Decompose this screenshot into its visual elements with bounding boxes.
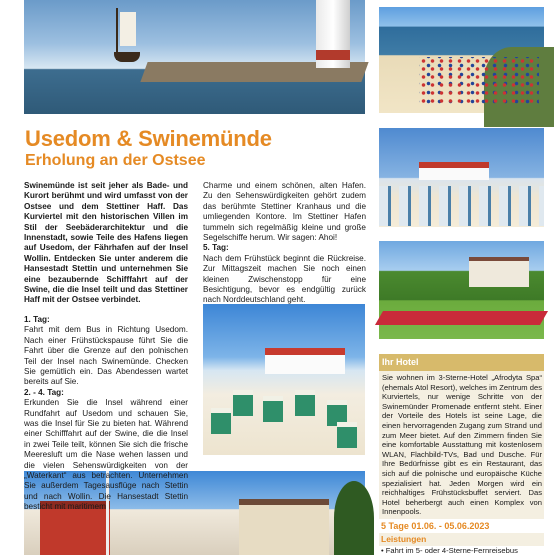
trip-dates: 5 Tage 01.06. - 05.06.2023 xyxy=(381,521,490,531)
lighthouse-pier-photo xyxy=(24,0,365,114)
day-5-text: Nach dem Frühstück beginnt die Rückreise. Zur Mittagszeit machen Sie noch einen kleinen Zwischenstopp für eine Besichtigung, bevor es endgültig zurück nach Norddeutschland geht. xyxy=(203,253,366,305)
day-1-text: Fahrt mit dem Bus in Richtung Usedom. Nach einer Frühstückspause führt Sie die Fahrt über die Grenze auf den polnischen Teil der Insel nach Swinemünde. Checken Sie gemütlich ein. Das Abendessen wartet bereits auf Sie. xyxy=(24,325,188,387)
beach-aerial-photo xyxy=(379,7,544,113)
hotel-description: Sie wohnen im 3-Sterne-Hotel „Afrodyta Spa“ (ehemals Atol Resort), welches im Zentrum des Kurviertels, nur wenige Schritte von der Swinemünder Promenade entfernt steht. Einer der Vorteile des Hotels ist seine Lage, die einen hervorragenden Zugang zum Strand und zum Meer bietet. Auf den Zimmern finden Sie eine komfortable Ausstattung mit kostenlosem WLAN, Flachbild-TVs, Bad und Dusche. Für Ihre Bedürfnisse gibt es ein Restaurant, das sich auf die polnische und europäische Küche spezialisiert hat. Jeden Morgen wird ein reichhaltiges Frühstücksbuffet serviert. Das Hotel beherbergt auch einen Komplex von Innenpools. xyxy=(382,373,542,517)
beach-pier-photo xyxy=(379,128,544,227)
flower-bed-graphic xyxy=(375,311,548,325)
beach-chairs-graphic xyxy=(379,186,544,226)
day-2-label: 2. - 4. Tag: xyxy=(24,387,64,397)
beach-chairs-pier-photo xyxy=(203,304,365,455)
lighthouse-band-graphic xyxy=(316,50,350,60)
beach-chair-graphic xyxy=(295,390,315,416)
pier-house-graphic xyxy=(419,162,489,180)
services-item: • Fahrt im 5- oder 4-Sterne-Fernreisebus xyxy=(381,546,518,555)
villa-graphic xyxy=(469,257,529,287)
sail-graphic xyxy=(120,12,136,46)
day-2-text: Erkunden Sie die Insel während einer Rundfahrt auf Usedom und schauen Sie, was die Insel für Sie zu bieten hat. Während einer Schifffahrt auf der Swine, die die Insel in zwei Teile teilt, können Sie sich die frische Meeresluft um die Nase wehen lassen und die vielen Sehenswürdigkeiten von der „Waterkant“ aus betrachten. Unternehmen Sie außerdem Tagesausflüge nach Stettin und nach Wollin. Die Hansestadt Stettin besticht mit maritimem xyxy=(24,398,188,512)
intro-paragraph: Swinemünde ist seit jeher als Bade- und Kurort berühmt und wird umfasst von der Ostsee und dem Stettiner Haff. Das Kurviertel mit den historischen Villen im Stil der Seebäderarchitektur und die Innenstadt, sowie Teile des Hafens liegen auf Usedom, der Fährhafen auf der Insel Wollin. Entdecken Sie unter anderem die Hansestadt Stettin und unternehmen Sie eine bezaubernde Schifffahrt auf der Swine, die die Insel teilt und das Stettiner Haff mit der Ostsee verbindet. xyxy=(24,181,188,305)
text-column-2 xyxy=(203,181,366,305)
pier-house-graphic xyxy=(265,348,345,374)
hotel-heading: Ihr Hotel xyxy=(379,354,544,371)
day-2-text-cont: Charme und einem schönen, alten Hafen. Zu den Sehenswürdigkeiten gehört zudem das berühmte Stettiner Kranhaus und die umliegenden Kontore. Im Stettiner Hafen tummeln sich regelmäßig kleine und große Segelschiffe herum. Wir sagen: Ahoi! xyxy=(203,181,366,243)
day-5-label: 5. Tag: xyxy=(203,243,229,253)
beach-chair-graphic xyxy=(337,422,357,448)
beach-chair-graphic xyxy=(263,396,283,422)
day-1-label: 1. Tag: xyxy=(24,314,50,324)
services-heading: Leistungen xyxy=(381,534,427,544)
hotel-info-box xyxy=(379,354,544,519)
promenade-park-photo xyxy=(379,241,544,339)
beach-chair-graphic xyxy=(233,390,253,416)
page-title: Usedom & Swinemünde xyxy=(25,126,272,151)
beach-chairs-graphic xyxy=(419,57,539,107)
page-subtitle: Erholung an der Ostsee xyxy=(25,152,206,169)
tree-graphic xyxy=(334,481,374,555)
text-column-1 xyxy=(24,181,188,512)
historic-building-graphic xyxy=(239,499,329,555)
beach-chair-graphic xyxy=(211,408,231,434)
services-bar xyxy=(379,533,544,546)
